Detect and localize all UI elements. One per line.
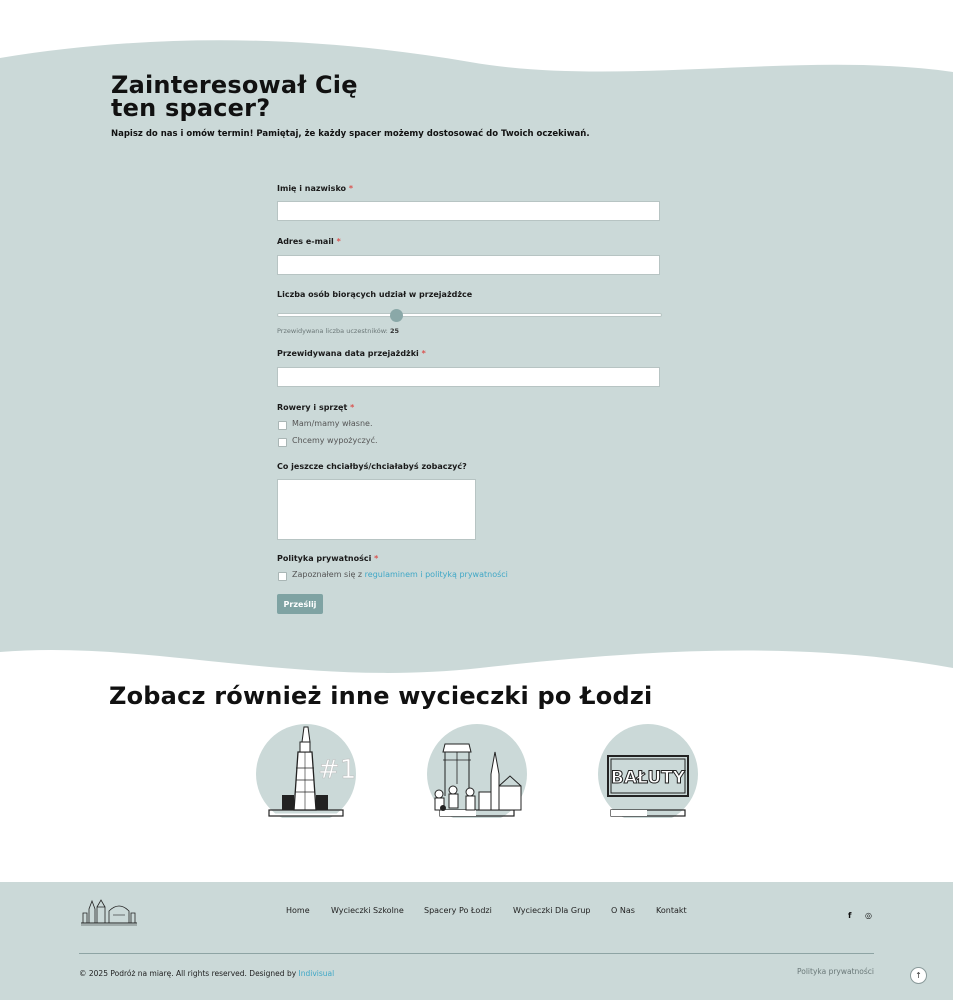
baluty-sign-text: BAŁUTY (610, 768, 686, 788)
instagram-icon[interactable]: ◎ (865, 911, 872, 920)
bikes-own-label[interactable]: Mam/mamy własne. (292, 419, 373, 428)
scroll-to-top-button[interactable] (910, 967, 927, 984)
bikes-rent-label[interactable]: Chcemy wypożyczyć. (292, 436, 378, 445)
email-label-text: Adres e-mail (277, 237, 334, 246)
footer-nav-school-trips[interactable]: Wycieczki Szkolne (331, 906, 404, 915)
people-hint-value: 25 (389, 327, 399, 335)
footer-divider (79, 953, 874, 954)
privacy-label (277, 554, 378, 563)
tour-card-square[interactable] (425, 722, 529, 818)
footer-nav-lodz-walks[interactable]: Spacery Po Łodzi (424, 906, 492, 915)
required-mark: * (350, 403, 355, 412)
bikes-label (277, 403, 354, 412)
required-mark: * (421, 349, 426, 358)
name-label-text: Imię i nazwisko (277, 184, 347, 193)
footer-nav-contact[interactable]: Kontakt (656, 906, 687, 915)
tour-card-monument[interactable] (254, 722, 358, 818)
contact-heading-line2: ten spacer? (111, 94, 271, 122)
contact-subheading: Napisz do nas i omów termin! Pamiętaj, że każdy spacer możemy dostosować do Twoich oczekiwań. (111, 129, 590, 139)
footer-nav-about[interactable]: O Nas (611, 906, 635, 915)
email-label (277, 237, 341, 246)
tour-card-baluty[interactable] (596, 722, 700, 818)
people-hint-text: Przewidywana liczba uczestników: (277, 327, 388, 335)
bikes-label-text: Rowery i sprzęt (277, 403, 348, 412)
required-mark: * (374, 554, 379, 563)
footer-privacy-link[interactable]: Polityka prywatności (797, 967, 874, 976)
other-tours-title: Zobacz również inne wycieczki po Łodzi (109, 682, 653, 710)
contact-heading (111, 71, 411, 122)
bikes-own-checkbox[interactable] (278, 421, 287, 430)
monument-icon (254, 722, 358, 818)
date-label-text: Przewidywana data przejażdżki (277, 349, 419, 358)
city-skyline-logo[interactable] (79, 895, 139, 927)
contact-heading-line1: Zainteresował Cię (111, 71, 358, 99)
extra-label: Co jeszcze chciałbyś/chciałabyś zobaczyć? (277, 462, 467, 471)
privacy-checkbox[interactable] (278, 572, 287, 581)
date-input[interactable] (277, 367, 660, 387)
footer-nav-group-trips[interactable]: Wycieczki Dla Grup (513, 906, 591, 915)
privacy-consent (292, 570, 508, 579)
name-input[interactable] (277, 201, 660, 221)
extra-textarea[interactable] (277, 479, 476, 540)
privacy-terms-link[interactable]: regulaminem i polityką prywatności (364, 570, 508, 579)
facebook-icon[interactable]: f (848, 911, 852, 920)
privacy-label-text: Polityka prywatności (277, 554, 372, 563)
name-label (277, 184, 353, 193)
required-mark: * (348, 184, 354, 193)
footer-nav-home[interactable]: Home (286, 906, 310, 915)
monument-badge: #1 (318, 755, 357, 785)
baluty-sign-icon (596, 722, 700, 818)
email-input[interactable] (277, 255, 660, 275)
copyright-text: © 2025 Podróż na miarę. All rights reserved. Designed by (79, 969, 297, 978)
copyright (79, 969, 334, 978)
people-slider-track[interactable] (277, 313, 662, 317)
date-label (277, 349, 426, 358)
designer-link[interactable]: Indivisual (298, 969, 335, 978)
footer (0, 882, 953, 1000)
required-mark: * (336, 237, 341, 246)
people-hint (277, 327, 399, 335)
people-label: Liczba osób biorących udział w przejażdżce (277, 290, 473, 299)
bikes-rent-checkbox[interactable] (278, 438, 287, 447)
arrow-up-icon: ↑ (915, 971, 922, 980)
gazebo-square-icon (425, 722, 529, 818)
submit-button[interactable]: Prześlij (277, 594, 323, 614)
privacy-consent-text: Zapoznałem się z (292, 570, 363, 579)
